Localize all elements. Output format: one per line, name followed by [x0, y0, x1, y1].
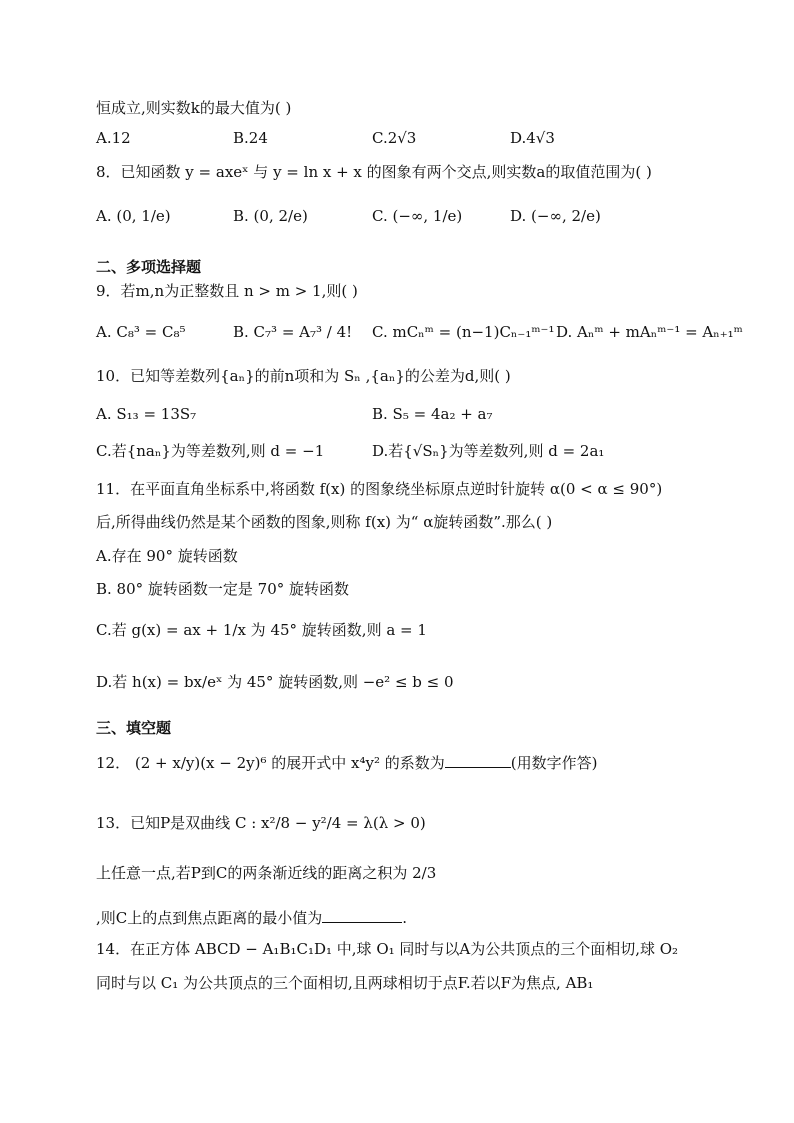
q8-option-c: C. (−∞, 1/e) — [372, 207, 463, 225]
q11-option-c: C.若 g(x) = ax + 1/x 为 45° 旋转函数,则 a = 1 — [96, 621, 427, 639]
q8-option-d: D. (−∞, 2/e) — [510, 207, 601, 225]
q13-line-2: 上任意一点,若P到C的两条渐近线的距离之积为 2/3 — [96, 864, 437, 882]
q11-option-a: A.存在 90° 旋转函数 — [96, 547, 238, 565]
q13-line-3 — [96, 908, 407, 928]
q11-option-b: B. 80° 旋转函数一定是 70° 旋转函数 — [96, 580, 350, 598]
q9-option-b: B. C₇³ = A₇³ / 4! — [233, 323, 353, 341]
q8-option-b: B. (0, 2/e) — [233, 207, 308, 225]
q9-option-c: C. mCₙᵐ = (n−1)Cₙ₋₁ᵐ⁻¹ — [372, 323, 555, 341]
q13-tail: . — [402, 909, 408, 927]
q11-line-1: 11．在平面直角坐标系中,将函数 f(x) 的图象绕坐标原点逆时针旋转 α(0 < α ≤ 90°) — [96, 480, 663, 498]
q10-stem: 10．已知等差数列{aₙ}的前n项和为 Sₙ ,{aₙ}的公差为d,则( ) — [96, 367, 511, 385]
section-heading-fill-in: 三、填空题 — [96, 719, 172, 737]
q11-option-d: D.若 h(x) = bx/eˣ 为 45° 旋转函数,则 −e² ≤ b ≤ 0 — [96, 673, 454, 691]
q8-option-a: A. (0, 1/e) — [96, 207, 171, 225]
q12-tail: (用数字作答) — [510, 754, 598, 772]
q14-line-2: 同时与以 C₁ 为公共顶点的三个面相切,且两球相切于点F.若以F为焦点, AB₁ — [96, 974, 594, 992]
q10-option-a: A. S₁₃ = 13S₇ — [96, 405, 197, 423]
q13-answer-blank[interactable] — [322, 908, 402, 923]
q10-option-c: C.若{naₙ}为等差数列,则 d = −1 — [96, 442, 325, 460]
q7-tail: 恒成立,则实数k的最大值为( ) — [96, 99, 292, 117]
q9-option-a: A. C₈³ = C₈⁵ — [96, 323, 186, 341]
q12-line — [96, 753, 597, 773]
q9-option-d: D. Aₙᵐ + mAₙᵐ⁻¹ = Aₙ₊₁ᵐ — [556, 323, 743, 341]
q13-line-1: 13．已知P是双曲线 C : x²/8 − y²/4 = λ(λ > 0) — [96, 814, 426, 832]
q7-option-a: A.12 — [96, 129, 131, 147]
q7-option-c: C.2√3 — [372, 129, 417, 147]
q7-option-d: D.4√3 — [510, 129, 555, 147]
q8-stem: 8．已知函数 y = axeˣ 与 y = ln x + x 的图象有两个交点,则实数a的取值范围为( ) — [96, 163, 652, 181]
section-heading-multiple-choice: 二、多项选择题 — [96, 258, 202, 276]
q10-option-d: D.若{√Sₙ}为等差数列,则 d = 2a₁ — [372, 442, 605, 460]
q14-line-1: 14．在正方体 ABCD − A₁B₁C₁D₁ 中,球 O₁ 同时与以A为公共顶点的三个面相切,球 O₂ — [96, 940, 679, 958]
q11-line-2: 后,所得曲线仍然是某个函数的图象,则称 f(x) 为“ α旋转函数”.那么( ) — [96, 513, 553, 531]
q12-answer-blank[interactable] — [445, 753, 511, 768]
q7-option-b: B.24 — [233, 129, 268, 147]
q9-stem: 9．若m,n为正整数且 n > m > 1,则( ) — [96, 282, 358, 300]
q13-text: ,则C上的点到焦点距离的最小值为 — [96, 909, 323, 927]
q12-text: 12． (2 + x/y)(x − 2y)⁶ 的展开式中 x⁴y² 的系数为 — [96, 754, 445, 772]
q10-option-b: B. S₅ = 4a₂ + a₇ — [372, 405, 493, 423]
